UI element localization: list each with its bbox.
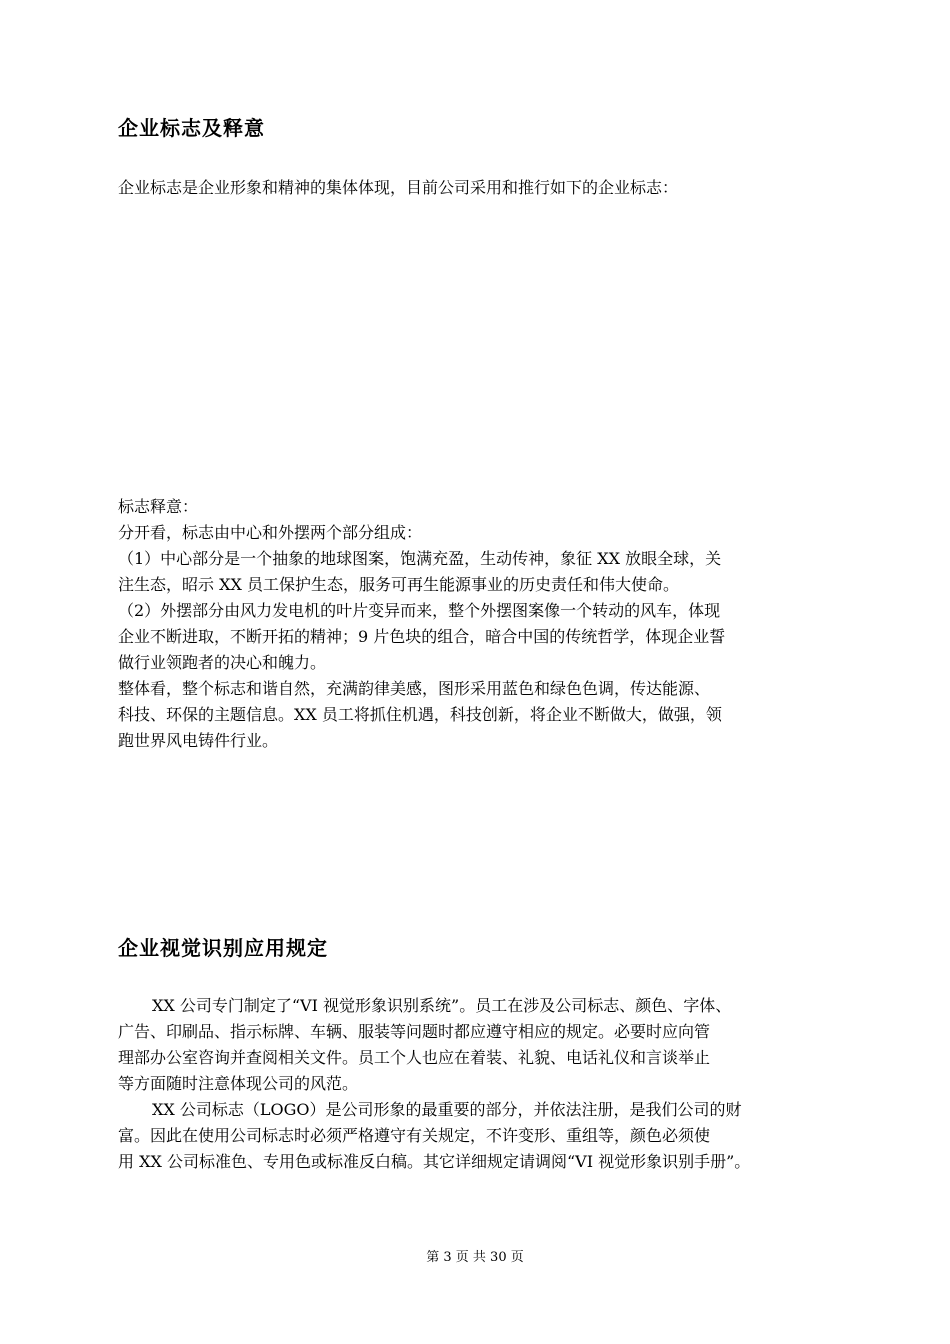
section-title-vi-rules: 企业视觉识别应用规定 [118, 936, 328, 960]
logo-image-placeholder [118, 205, 838, 485]
text-line: XX 公司标志（LOGO）是公司形象的最重要的部分，并依法注册，是我们公司的财 [152, 1100, 742, 1119]
text-line: 跑世界风电铸件行业。 [118, 731, 279, 750]
page-footer: 第 3 页 共 30 页 [426, 1250, 524, 1265]
text-line: XX 公司专门制定了“VI 视觉形象识别系统”。员工在涉及公司标志、颜色、字体、 [152, 996, 732, 1015]
text-line: 富。因此在使用公司标志时必须严格遵守有关规定，不许变形、重组等，颜色必须使 [118, 1126, 711, 1145]
logo-usage-paragraph [118, 1097, 838, 1175]
text-line: 广告、印刷品、指示标牌、车辆、服装等问题时都应遵守相应的规定。必要时应向管 [118, 1022, 711, 1041]
section-title-logo-meaning: 企业标志及释意 [118, 116, 265, 140]
text-line: 科技、环保的主题信息。XX 员工将抓住机遇，科技创新，将企业不断做大，做强，领 [118, 705, 722, 724]
logo-intro-paragraph: 企业标志是企业形象和精神的集体体现，目前公司采用和推行如下的企业标志： [118, 178, 679, 197]
text-line: 用 XX 公司标准色、专用色或标准反白稿。其它详细规定请调阅“VI 视觉形象识别手册”。 [118, 1152, 751, 1171]
text-line: 标志释意： [118, 497, 199, 516]
text-line: 企业不断进取，不断开拓的精神；9 片色块的组合，暗合中国的传统哲学，体现企业誓 [118, 627, 726, 646]
text-line: 注生态，昭示 XX 员工保护生态，服务可再生能源事业的历史责任和伟大使命。 [118, 575, 679, 594]
text-line: （2）外摆部分由风力发电机的叶片变异而来，整个外摆图案像一个转动的风车，体现 [118, 601, 721, 620]
text-line: （1）中心部分是一个抽象的地球图案，饱满充盈，生动传神，象征 XX 放眼全球，关 [118, 549, 722, 568]
text-line: 做行业领跑者的决心和魄力。 [118, 653, 327, 672]
text-line: 整体看，整个标志和谐自然，充满韵律美感，图形采用蓝色和绿色色调，传达能源、 [118, 679, 711, 698]
text-line: 理部办公室咨询并查阅相关文件。员工个人也应在着装、礼貌、电话礼仪和言谈举止 [118, 1048, 711, 1067]
text-line: 分开看，标志由中心和外摆两个部分组成： [118, 523, 423, 542]
text-line: 等方面随时注意体现公司的风范。 [118, 1074, 359, 1093]
vi-system-paragraph [118, 993, 838, 1097]
logo-explanation-paragraph [118, 494, 838, 754]
